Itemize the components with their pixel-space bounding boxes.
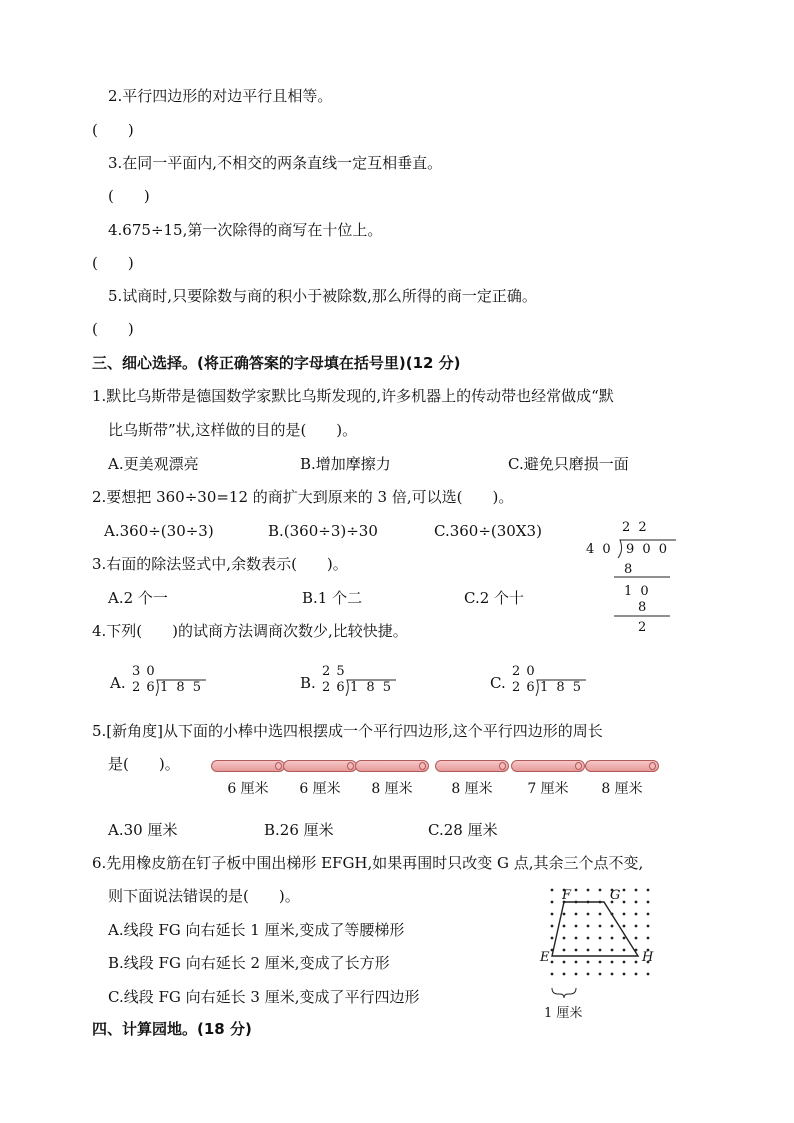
answer-paren[interactable]: ( ) xyxy=(92,320,134,338)
peg-dot xyxy=(599,949,602,952)
peg-dot xyxy=(623,901,626,904)
peg-dot xyxy=(623,925,626,928)
label-e: E xyxy=(540,950,550,965)
s3-q4-option-b[interactable] xyxy=(300,664,410,704)
peg-dot xyxy=(635,889,638,892)
s3-q6-line2: 则下面说法错误的是( )。 xyxy=(108,887,300,905)
division-bracket xyxy=(584,520,684,640)
peg-dot xyxy=(647,973,650,976)
stick[interactable] xyxy=(508,760,588,798)
peg-dot xyxy=(551,961,554,964)
s3-q6-option-b[interactable]: B.线段 FG 向右延长 2 厘米,变成了长方形 xyxy=(108,954,390,972)
s3-q4-option-c[interactable] xyxy=(490,664,600,704)
peg-dot xyxy=(599,961,602,964)
stick[interactable] xyxy=(432,760,512,798)
peg-dot xyxy=(563,949,566,952)
judge-q4: 4.675÷15,第一次除得的商写在十位上。 xyxy=(108,221,383,239)
peg-dot xyxy=(551,973,554,976)
peg-dot xyxy=(623,889,626,892)
stick-label: 8 厘米 xyxy=(451,781,493,797)
peg-dot xyxy=(635,961,638,964)
peg-dot xyxy=(587,889,590,892)
peg-dot xyxy=(587,913,590,916)
peg-dot xyxy=(563,925,566,928)
judge-q2: 2.平行四边形的对边平行且相等。 xyxy=(108,87,333,105)
peg-dot xyxy=(611,925,614,928)
peg-dot xyxy=(635,925,638,928)
s3-q5-option-a[interactable]: A.30 厘米 xyxy=(108,821,178,839)
s3-q2-option-b[interactable]: B.(360÷3)÷30 xyxy=(268,522,378,540)
dividend: 9 0 0 xyxy=(626,542,670,557)
s3-q3-option-b[interactable]: B.1 个二 xyxy=(302,589,363,607)
s3-q1-line1: 1.默比乌斯带是德国数学家默比乌斯发现的,许多机器上的传动带也经常做成“默 xyxy=(92,387,614,405)
s3-q5-line2: 是( )。 xyxy=(108,755,180,773)
peg-dot xyxy=(623,961,626,964)
stick[interactable] xyxy=(352,760,432,798)
s3-q3-option-a[interactable]: A.2 个一 xyxy=(108,589,168,607)
peg-dot xyxy=(563,973,566,976)
peg-dot xyxy=(587,925,590,928)
s3-q1-option-a[interactable]: A.更美观漂亮 xyxy=(108,455,199,473)
option-divisor: 2 6 xyxy=(512,680,536,695)
stick-label: 8 厘米 xyxy=(601,781,643,797)
unit-label: 1 厘米 xyxy=(544,1006,583,1021)
peg-dot xyxy=(647,925,650,928)
peg-dot xyxy=(635,913,638,916)
stick-shape xyxy=(435,760,509,772)
peg-dot xyxy=(575,949,578,952)
peg-dot xyxy=(551,913,554,916)
option-quotient: 3 0 xyxy=(132,664,156,679)
peg-board-figure xyxy=(538,880,678,1022)
peg-dot xyxy=(647,913,650,916)
s3-q3-option-c[interactable]: C.2 个十 xyxy=(464,589,525,607)
peg-dot xyxy=(575,973,578,976)
peg-dot xyxy=(599,937,602,940)
peg-dot xyxy=(647,901,650,904)
peg-dot xyxy=(623,973,626,976)
peg-dot xyxy=(611,949,614,952)
peg-dot xyxy=(599,913,602,916)
peg-dot xyxy=(611,937,614,940)
option-letter: B. xyxy=(300,674,316,692)
stick-label: 8 厘米 xyxy=(371,781,413,797)
option-dividend: 1 8 5 xyxy=(160,680,204,695)
s3-q6-option-c[interactable]: C.线段 FG 向右延长 3 厘米,变成了平行四边形 xyxy=(108,988,420,1006)
division-bracket xyxy=(300,664,410,704)
option-quotient: 2 0 xyxy=(512,664,536,679)
peg-dot xyxy=(611,973,614,976)
peg-dot xyxy=(635,937,638,940)
peg-dot xyxy=(563,961,566,964)
peg-dot xyxy=(575,961,578,964)
peg-dot xyxy=(635,901,638,904)
s3-q5-line1: 5.[新角度]从下面的小棒中选四根摆成一个平行四边形,这个平行四边形的周长 xyxy=(92,722,603,740)
stick-label: 6 厘米 xyxy=(299,781,341,797)
long-division-figure xyxy=(584,520,684,640)
peg-dot xyxy=(647,937,650,940)
section4-title: 四、计算园地。(18 分) xyxy=(92,1020,252,1038)
step2: 1 0 xyxy=(624,584,651,599)
s3-q1-option-b[interactable]: B.增加摩擦力 xyxy=(300,455,391,473)
s3-q4-option-a[interactable] xyxy=(110,664,220,704)
stick-shape xyxy=(511,760,585,772)
peg-dot xyxy=(551,889,554,892)
s3-q3: 3.右面的除法竖式中,余数表示( )。 xyxy=(92,555,348,573)
label-h: H xyxy=(642,950,654,965)
s3-q1-option-c[interactable]: C.避免只磨损一面 xyxy=(508,455,629,473)
peg-dot xyxy=(599,889,602,892)
option-divisor: 2 6 xyxy=(322,680,346,695)
peg-dot xyxy=(575,913,578,916)
peg-dot xyxy=(611,961,614,964)
option-dividend: 1 8 5 xyxy=(540,680,584,695)
peg-dot xyxy=(551,925,554,928)
option-letter: C. xyxy=(490,674,506,692)
s3-q2-option-c[interactable]: C.360÷(30X3) xyxy=(434,522,542,540)
peg-board xyxy=(538,880,678,1022)
peg-dot xyxy=(575,889,578,892)
stick-shape xyxy=(355,760,429,772)
judge-q5: 5.试商时,只要除数与商的积小于被除数,那么所得的商一定正确。 xyxy=(108,287,537,305)
remainder: 2 xyxy=(638,620,647,635)
s3-q5-option-b[interactable]: B.26 厘米 xyxy=(264,821,334,839)
option-dividend: 1 8 5 xyxy=(350,680,394,695)
peg-dot xyxy=(587,949,590,952)
s3-q4: 4.下列( )的试商方法调商次数少,比较快捷。 xyxy=(92,622,408,640)
divisor: 4 0 xyxy=(586,542,613,557)
division-bracket xyxy=(490,664,600,704)
option-quotient: 2 5 xyxy=(322,664,346,679)
peg-dot xyxy=(635,973,638,976)
stick[interactable] xyxy=(280,760,360,798)
peg-dot xyxy=(623,937,626,940)
judge-q3: 3.在同一平面内,不相交的两条直线一定互相垂直。 xyxy=(108,154,443,172)
peg-dot xyxy=(563,913,566,916)
peg-dot xyxy=(647,889,650,892)
stick[interactable] xyxy=(582,760,662,798)
option-divisor: 2 6 xyxy=(132,680,156,695)
s3-q2-option-a[interactable]: A.360÷(30÷3) xyxy=(104,522,214,540)
stick-shape xyxy=(211,760,285,772)
peg-dot xyxy=(575,925,578,928)
peg-dot xyxy=(587,961,590,964)
peg-dot xyxy=(575,937,578,940)
stick-label: 6 厘米 xyxy=(227,781,269,797)
peg-dot xyxy=(599,925,602,928)
peg-dot xyxy=(623,913,626,916)
peg-dot xyxy=(563,937,566,940)
label-g: G xyxy=(610,888,621,903)
step3: 8 xyxy=(638,600,647,615)
stick-shape xyxy=(283,760,357,772)
stick-shape xyxy=(585,760,659,772)
s3-q5-option-c[interactable]: C.28 厘米 xyxy=(428,821,498,839)
step1: 8 xyxy=(624,562,633,577)
division-bracket xyxy=(110,664,220,704)
option-letter: A. xyxy=(110,674,126,692)
answer-paren[interactable]: ( ) xyxy=(108,187,150,205)
peg-dot xyxy=(599,973,602,976)
s3-q2: 2.要想把 360÷30=12 的商扩大到原来的 3 倍,可以选( )。 xyxy=(92,488,514,506)
label-f: F xyxy=(562,888,572,903)
section3-title: 三、细心选择。(将正确答案的字母填在括号里)(12 分) xyxy=(92,354,461,372)
answer-paren[interactable]: ( ) xyxy=(92,254,134,272)
answer-paren[interactable]: ( ) xyxy=(92,121,134,139)
peg-dot xyxy=(623,949,626,952)
peg-dot xyxy=(587,973,590,976)
s3-q6-option-a[interactable]: A.线段 FG 向右延长 1 厘米,变成了等腰梯形 xyxy=(108,921,405,939)
s3-q1-line2: 比乌斯带”状,这样做的目的是( )。 xyxy=(108,421,358,439)
stick[interactable] xyxy=(208,760,288,798)
peg-dot xyxy=(551,901,554,904)
s3-q6-line1: 6.先用橡皮筋在钉子板中围出梯形 EFGH,如果再围时只改变 G 点,其余三个点不变, xyxy=(92,854,644,872)
stick-label: 7 厘米 xyxy=(527,781,569,797)
quotient: 2 2 xyxy=(622,520,649,535)
peg-dot xyxy=(551,937,554,940)
peg-dot xyxy=(587,937,590,940)
